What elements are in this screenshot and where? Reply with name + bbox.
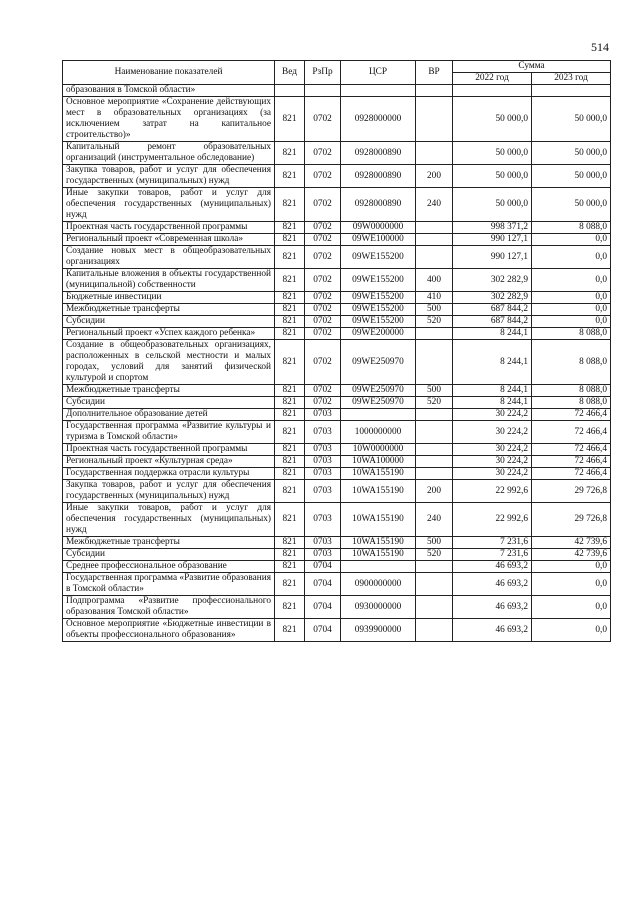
row-rzpr: 0703: [305, 444, 341, 456]
row-vr: [416, 234, 453, 246]
row-csr: 0928000890: [341, 142, 416, 165]
row-vr: [416, 85, 453, 97]
row-sum-2022: 8 244,1: [453, 340, 532, 385]
row-sum-2023: 0,0: [532, 304, 611, 316]
row-rzpr: 0704: [305, 573, 341, 596]
row-name: Иные закупки товаров, работ и услуг для обеспечения государственных (муниципальных) нужд: [63, 503, 275, 537]
row-name: Проектная часть государственной программы: [63, 444, 275, 456]
table-row: [63, 468, 611, 480]
row-sum-2023: 0,0: [532, 292, 611, 304]
row-vr: [416, 409, 453, 421]
row-rzpr: 0703: [305, 480, 341, 503]
row-rzpr: 0702: [305, 292, 341, 304]
row-rzpr: 0704: [305, 596, 341, 619]
row-rzpr: 0703: [305, 421, 341, 444]
row-name: Субсидии: [63, 316, 275, 328]
row-csr: [341, 85, 416, 97]
header-year-2023: 2023 год: [532, 73, 611, 85]
row-csr: 1000000000: [341, 421, 416, 444]
row-sum-2022: 687 844,2: [453, 304, 532, 316]
row-ved: 821: [275, 246, 305, 269]
row-vr: [416, 246, 453, 269]
row-sum-2022: 302 282,9: [453, 269, 532, 292]
row-sum-2022: 46 693,2: [453, 561, 532, 573]
row-name: Государственная программа «Развитие культуры и туризма в Томской области»: [63, 421, 275, 444]
row-sum-2022: 998 371,2: [453, 222, 532, 234]
row-sum-2023: 72 466,4: [532, 421, 611, 444]
row-sum-2023: 42 739,6: [532, 549, 611, 561]
row-sum-2023: [532, 85, 611, 97]
row-ved: 821: [275, 596, 305, 619]
row-sum-2023: 72 466,4: [532, 409, 611, 421]
row-sum-2022: 50 000,0: [453, 188, 532, 222]
row-csr: 09WE250970: [341, 340, 416, 385]
row-vr: [416, 596, 453, 619]
row-csr: 09WE250970: [341, 385, 416, 397]
table-row: [63, 503, 611, 537]
row-csr: [341, 561, 416, 573]
row-sum-2023: 8 088,0: [532, 340, 611, 385]
row-rzpr: 0702: [305, 222, 341, 234]
table-row: [63, 269, 611, 292]
row-sum-2023: 72 466,4: [532, 468, 611, 480]
row-ved: 821: [275, 234, 305, 246]
row-csr: 09WE155200: [341, 246, 416, 269]
row-ved: 821: [275, 456, 305, 468]
row-vr: [416, 456, 453, 468]
row-ved: 821: [275, 328, 305, 340]
table-row: [63, 561, 611, 573]
row-rzpr: 0702: [305, 304, 341, 316]
row-sum-2022: 22 992,6: [453, 503, 532, 537]
row-name: Межбюджетные трансферты: [63, 537, 275, 549]
row-vr: [416, 328, 453, 340]
row-sum-2023: 72 466,4: [532, 444, 611, 456]
row-ved: 821: [275, 269, 305, 292]
table-row: [63, 421, 611, 444]
table-row: [63, 316, 611, 328]
table-row: [63, 619, 611, 642]
row-ved: 821: [275, 619, 305, 642]
row-ved: 821: [275, 222, 305, 234]
row-vr: 520: [416, 549, 453, 561]
row-vr: 200: [416, 165, 453, 188]
row-ved: 821: [275, 480, 305, 503]
row-csr: 10WA155190: [341, 503, 416, 537]
row-rzpr: 0702: [305, 188, 341, 222]
row-vr: 500: [416, 304, 453, 316]
row-sum-2023: 8 088,0: [532, 397, 611, 409]
row-rzpr: 0702: [305, 165, 341, 188]
table-row: [63, 397, 611, 409]
row-name: Субсидии: [63, 397, 275, 409]
table-row: [63, 385, 611, 397]
row-csr: [341, 409, 416, 421]
row-vr: 520: [416, 397, 453, 409]
row-vr: 410: [416, 292, 453, 304]
row-sum-2023: 0,0: [532, 619, 611, 642]
table-row: [63, 328, 611, 340]
row-sum-2022: 46 693,2: [453, 619, 532, 642]
row-sum-2022: 30 224,2: [453, 409, 532, 421]
table-row: [63, 142, 611, 165]
row-ved: 821: [275, 316, 305, 328]
row-ved: 821: [275, 385, 305, 397]
row-name: Капитальный ремонт образовательных организаций (инструментальное обследование): [63, 142, 275, 165]
row-vr: [416, 421, 453, 444]
row-vr: [416, 468, 453, 480]
row-vr: 200: [416, 480, 453, 503]
row-vr: [416, 222, 453, 234]
row-sum-2022: 30 224,2: [453, 456, 532, 468]
row-name: Региональный проект «Современная школа»: [63, 234, 275, 246]
row-sum-2022: 30 224,2: [453, 468, 532, 480]
row-ved: 821: [275, 165, 305, 188]
row-name: Создание в общеобразовательных организациях, расположенных в сельской местности и малых городах, условий для занятий физической культурой и спортом: [63, 340, 275, 385]
row-vr: 500: [416, 537, 453, 549]
row-rzpr: 0702: [305, 316, 341, 328]
row-vr: [416, 573, 453, 596]
row-csr: 10WA155190: [341, 468, 416, 480]
header-sum: Сумма: [453, 61, 611, 73]
row-ved: 821: [275, 397, 305, 409]
table-row: [63, 304, 611, 316]
table-row: [63, 165, 611, 188]
row-csr: 09WE155200: [341, 292, 416, 304]
row-rzpr: 0702: [305, 246, 341, 269]
row-sum-2023: 0,0: [532, 596, 611, 619]
row-rzpr: 0702: [305, 385, 341, 397]
row-sum-2023: 0,0: [532, 316, 611, 328]
header-rzpr: РзПр: [305, 61, 341, 85]
row-sum-2023: 8 088,0: [532, 385, 611, 397]
row-csr: 0928000890: [341, 188, 416, 222]
table-row: [63, 188, 611, 222]
row-sum-2022: 990 127,1: [453, 234, 532, 246]
row-sum-2022: 7 231,6: [453, 537, 532, 549]
table-header: [63, 61, 611, 85]
row-csr: 0928000890: [341, 165, 416, 188]
header-year-2022: 2022 год: [453, 73, 532, 85]
row-rzpr: 0703: [305, 468, 341, 480]
row-sum-2022: 8 244,1: [453, 397, 532, 409]
table-row: [63, 246, 611, 269]
row-sum-2023: 0,0: [532, 246, 611, 269]
row-ved: 821: [275, 304, 305, 316]
table-row: [63, 85, 611, 97]
row-csr: 09WE200000: [341, 328, 416, 340]
row-ved: 821: [275, 549, 305, 561]
row-ved: 821: [275, 573, 305, 596]
row-name: Межбюджетные трансферты: [63, 385, 275, 397]
header-ved: Вед: [275, 61, 305, 85]
row-vr: [416, 340, 453, 385]
row-name: образования в Томской области»: [63, 85, 275, 97]
row-csr: 09WE155200: [341, 269, 416, 292]
table-row: [63, 573, 611, 596]
table-row: [63, 292, 611, 304]
row-csr: 0930000000: [341, 596, 416, 619]
row-vr: [416, 619, 453, 642]
row-ved: 821: [275, 409, 305, 421]
row-sum-2022: 30 224,2: [453, 444, 532, 456]
row-ved: 821: [275, 292, 305, 304]
row-csr: 10W0000000: [341, 444, 416, 456]
row-sum-2023: 50 000,0: [532, 97, 611, 142]
row-ved: 821: [275, 444, 305, 456]
row-sum-2023: 72 466,4: [532, 456, 611, 468]
table-row: [63, 222, 611, 234]
row-vr: 500: [416, 385, 453, 397]
row-csr: 0900000000: [341, 573, 416, 596]
row-csr: 10WA155190: [341, 480, 416, 503]
row-vr: [416, 142, 453, 165]
row-csr: 09WE155200: [341, 304, 416, 316]
row-rzpr: 0702: [305, 97, 341, 142]
row-name: Иные закупки товаров, работ и услуг для обеспечения государственных (муниципальных) нужд: [63, 188, 275, 222]
row-rzpr: 0702: [305, 340, 341, 385]
row-sum-2022: 8 244,1: [453, 328, 532, 340]
row-csr: 10WA100000: [341, 456, 416, 468]
row-rzpr: 0703: [305, 409, 341, 421]
row-name: Межбюджетные трансферты: [63, 304, 275, 316]
row-name: Капитальные вложения в объекты государственной (муниципальной) собственности: [63, 269, 275, 292]
row-rzpr: 0703: [305, 456, 341, 468]
row-sum-2022: 50 000,0: [453, 165, 532, 188]
row-ved: 821: [275, 537, 305, 549]
row-rzpr: 0702: [305, 142, 341, 165]
row-ved: [275, 85, 305, 97]
row-csr: 0928000000: [341, 97, 416, 142]
row-vr: 520: [416, 316, 453, 328]
table-row: [63, 596, 611, 619]
table-row: [63, 444, 611, 456]
table-row: [63, 97, 611, 142]
row-rzpr: 0702: [305, 269, 341, 292]
budget-table: [62, 60, 611, 642]
row-sum-2022: 8 244,1: [453, 385, 532, 397]
row-sum-2023: 8 088,0: [532, 328, 611, 340]
row-vr: 240: [416, 503, 453, 537]
row-name: Дополнительное образование детей: [63, 409, 275, 421]
row-rzpr: 0704: [305, 619, 341, 642]
row-ved: 821: [275, 561, 305, 573]
row-rzpr: [305, 85, 341, 97]
row-sum-2023: 50 000,0: [532, 142, 611, 165]
table-body: [63, 85, 611, 642]
row-rzpr: 0702: [305, 234, 341, 246]
table-row: [63, 537, 611, 549]
row-name: Субсидии: [63, 549, 275, 561]
row-ved: 821: [275, 188, 305, 222]
row-name: Государственная поддержка отрасли культуры: [63, 468, 275, 480]
header-vr: ВР: [416, 61, 453, 85]
row-csr: 10WA155190: [341, 549, 416, 561]
row-sum-2022: 22 992,6: [453, 480, 532, 503]
table-row: [63, 480, 611, 503]
row-sum-2022: 302 282,9: [453, 292, 532, 304]
row-sum-2022: 46 693,2: [453, 573, 532, 596]
row-sum-2023: 0,0: [532, 234, 611, 246]
row-ved: 821: [275, 503, 305, 537]
row-name: Создание новых мест в общеобразовательных организациях: [63, 246, 275, 269]
row-name: Региональный проект «Культурная среда»: [63, 456, 275, 468]
row-name: Основное мероприятие «Сохранение действующих мест в образовательных организациях (за исключением затрат на капитальное строительство)»: [63, 97, 275, 142]
row-sum-2023: 8 088,0: [532, 222, 611, 234]
table-row: [63, 456, 611, 468]
row-sum-2022: 687 844,2: [453, 316, 532, 328]
row-rzpr: 0704: [305, 561, 341, 573]
row-csr: 09WE100000: [341, 234, 416, 246]
page-number: 514: [591, 40, 609, 54]
row-ved: 821: [275, 340, 305, 385]
table-row: [63, 549, 611, 561]
row-csr: 09W0000000: [341, 222, 416, 234]
row-csr: 0939900000: [341, 619, 416, 642]
row-ved: 821: [275, 142, 305, 165]
row-name: Государственная программа «Развитие образования в Томской области»: [63, 573, 275, 596]
row-vr: [416, 444, 453, 456]
row-name: Бюджетные инвестиции: [63, 292, 275, 304]
row-sum-2023: 50 000,0: [532, 165, 611, 188]
table-row: [63, 340, 611, 385]
row-name: Проектная часть государственной программы: [63, 222, 275, 234]
row-sum-2023: 29 726,8: [532, 480, 611, 503]
table-row: [63, 234, 611, 246]
row-rzpr: 0703: [305, 549, 341, 561]
row-rzpr: 0702: [305, 397, 341, 409]
row-sum-2022: 30 224,2: [453, 421, 532, 444]
row-rzpr: 0702: [305, 328, 341, 340]
row-name: Закупка товаров, работ и услуг для обеспечения государственных (муниципальных) нужд: [63, 480, 275, 503]
row-sum-2023: 50 000,0: [532, 188, 611, 222]
row-sum-2022: [453, 85, 532, 97]
row-vr: [416, 97, 453, 142]
row-sum-2023: 0,0: [532, 269, 611, 292]
table-row: [63, 409, 611, 421]
row-rzpr: 0703: [305, 503, 341, 537]
row-vr: 240: [416, 188, 453, 222]
row-ved: 821: [275, 421, 305, 444]
row-vr: 400: [416, 269, 453, 292]
row-name: Среднее профессиональное образование: [63, 561, 275, 573]
row-sum-2022: 990 127,1: [453, 246, 532, 269]
row-sum-2023: 42 739,6: [532, 537, 611, 549]
row-sum-2023: 29 726,8: [532, 503, 611, 537]
row-ved: 821: [275, 468, 305, 480]
row-sum-2023: 0,0: [532, 573, 611, 596]
row-name: Основное мероприятие «Бюджетные инвестиции в объекты профессионального образования»: [63, 619, 275, 642]
row-csr: 10WA155190: [341, 537, 416, 549]
row-sum-2023: 0,0: [532, 561, 611, 573]
row-sum-2022: 50 000,0: [453, 142, 532, 165]
header-csr: ЦСР: [341, 61, 416, 85]
row-name: Закупка товаров, работ и услуг для обеспечения государственных (муниципальных) нужд: [63, 165, 275, 188]
row-sum-2022: 50 000,0: [453, 97, 532, 142]
row-csr: 09WE250970: [341, 397, 416, 409]
row-sum-2022: 46 693,2: [453, 596, 532, 619]
row-name: Региональный проект «Успех каждого ребенка»: [63, 328, 275, 340]
row-sum-2022: 7 231,6: [453, 549, 532, 561]
row-name: Подпрограмма «Развитие профессионального образования Томской области»: [63, 596, 275, 619]
row-vr: [416, 561, 453, 573]
row-rzpr: 0703: [305, 537, 341, 549]
row-ved: 821: [275, 97, 305, 142]
header-name: Наименование показателей: [63, 61, 275, 85]
row-csr: 09WE155200: [341, 316, 416, 328]
